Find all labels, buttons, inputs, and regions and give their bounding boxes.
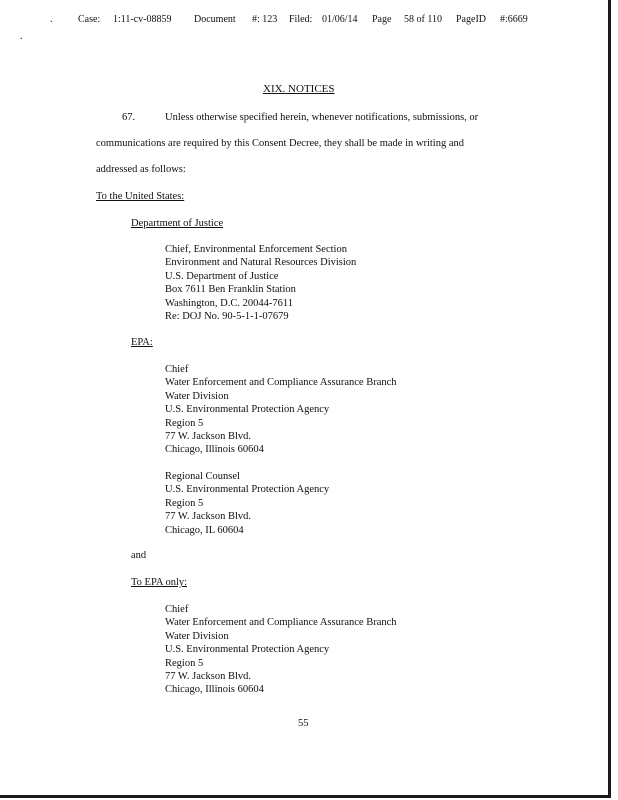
doj-address-block [165, 243, 356, 323]
address-line: Chicago, Illinois 60604 [165, 444, 264, 456]
header-document-label: Document [194, 14, 236, 25]
paragraph-line-2: communications are required by this Consent Decree, they shall be made in writing and [96, 138, 464, 149]
address-line: U.S. Environmental Protection Agency [165, 404, 330, 416]
and-connector: and [131, 550, 147, 561]
address-line: Water Enforcement and Compliance Assurance Branch [165, 377, 397, 389]
address-line: Re: DOJ No. 90-5-1-1-07679 [165, 311, 289, 323]
address-line: U.S. Environmental Protection Agency [165, 644, 330, 656]
header-pageid-number: #:6669 [500, 14, 528, 25]
address-line: Region 5 [165, 497, 204, 509]
address-line: Chief, Environmental Enforcement Section [165, 244, 347, 255]
epa-address-block-1 [165, 363, 397, 457]
epa-only-address-block [165, 603, 397, 697]
address-line: Water Enforcement and Compliance Assurance Branch [165, 617, 397, 629]
epa-address-block-2 [165, 470, 329, 537]
address-line: Water Division [165, 630, 229, 642]
header-filed-date: 01/06/14 [322, 14, 358, 25]
address-line: Water Division [165, 390, 229, 402]
paragraph-line-1: Unless otherwise specified herein, whenever notifications, submissions, or [165, 112, 479, 123]
address-line: U.S. Environmental Protection Agency [165, 484, 330, 496]
header-case-number: 1:11-cv-08859 [113, 14, 172, 25]
header-page-count: 58 of 110 [404, 14, 442, 25]
address-line: Region 5 [165, 417, 204, 429]
epa-label: EPA: [131, 337, 153, 348]
header-case-label: Case: [78, 14, 101, 25]
address-line: Regional Counsel [165, 471, 240, 482]
header-filed-label: Filed: [289, 14, 313, 25]
page-number: 55 [298, 718, 309, 729]
page-edge-right [608, 0, 611, 798]
header-document-number: #: 123 [252, 14, 278, 25]
header-pageid-label: PageID [456, 14, 486, 25]
paragraph-line-3: addressed as follows: [96, 164, 186, 175]
header-page-label: Page [372, 14, 392, 25]
section-title: XIX. NOTICES [263, 83, 335, 95]
address-line: U.S. Department of Justice [165, 270, 279, 282]
doj-label: Department of Justice [131, 218, 224, 229]
address-line: Environment and Natural Resources Division [165, 257, 357, 269]
address-line: Region 5 [165, 657, 204, 669]
to-united-states-heading: To the United States: [96, 191, 185, 202]
margin-mark: . [20, 31, 23, 42]
address-line: Box 7611 Ben Franklin Station [165, 284, 296, 296]
page-edge-bottom [0, 795, 611, 798]
address-line: Chicago, Illinois 60604 [165, 684, 264, 696]
address-line: 77 W. Jackson Blvd. [165, 431, 252, 443]
to-epa-only-heading: To EPA only: [131, 577, 188, 588]
address-line: Washington, D.C. 20044-7611 [165, 297, 293, 309]
address-line: 77 W. Jackson Blvd. [165, 671, 252, 683]
address-line: Chicago, IL 60604 [165, 524, 244, 536]
header-bullet: . [50, 14, 53, 25]
address-line: Chief [165, 604, 189, 615]
address-line: 77 W. Jackson Blvd. [165, 511, 252, 523]
address-line: Chief [165, 364, 189, 375]
paragraph-number: 67. [122, 112, 136, 123]
